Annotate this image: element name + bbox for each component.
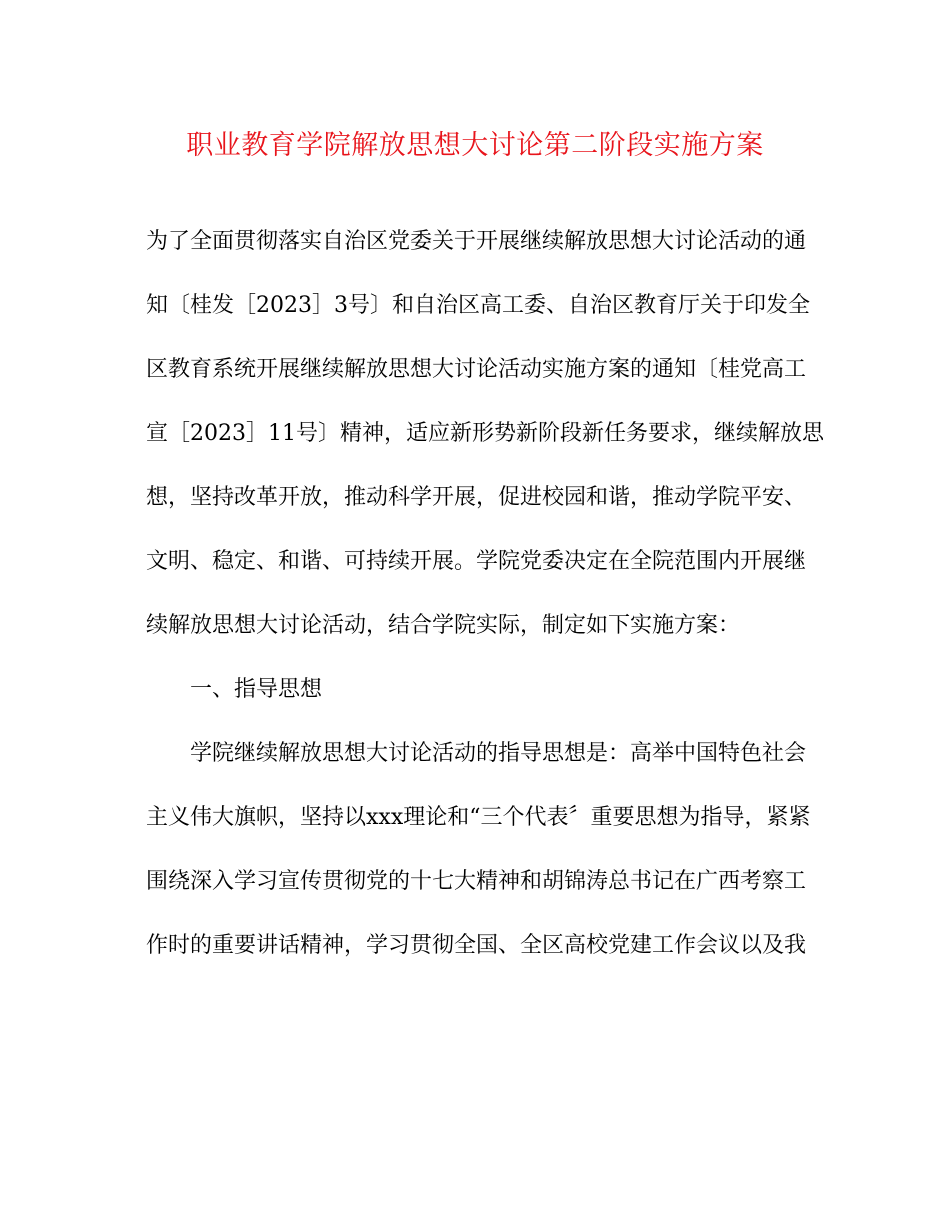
- body-line: 区教育系统开展继续解放思想大讨论活动实施方案的通知〔桂党高工: [146, 357, 807, 382]
- section-line: 作时的重要讲话精神，学习贯彻全国、全区高校党建工作会议以及我: [146, 933, 807, 958]
- section-heading: 一、指导思想: [190, 677, 323, 702]
- body-line: 为了全面贯彻落实自治区党委关于开展继续解放思想大讨论活动的通: [146, 229, 807, 254]
- body-line: 想，坚持改革开放，推动科学开展，促进校园和谐，推动学院平安、: [146, 485, 807, 510]
- body-line: 文明、稳定、和谐、可持续开展。学院党委决定在全院范围内开展继: [146, 549, 807, 574]
- section-line: 学院继续解放思想大讨论活动的指导思想是：高举中国特色社会: [190, 741, 807, 766]
- document-title: 职业教育学院解放思想大讨论第二阶段实施方案: [186, 130, 764, 161]
- body-line: 续解放思想大讨论活动，结合学院实际，制定如下实施方案：: [146, 613, 741, 638]
- body-line: 知〔桂发［2023］3号〕和自治区高工委、自治区教育厅关于印发全: [146, 293, 810, 318]
- section-line: 围绕深入学习宣传贯彻党的十七大精神和胡锦涛总书记在广西考察工: [146, 869, 807, 894]
- section-line: 主义伟大旗帜，坚持以xxx理论和“三个代表〞重要思想为指导，紧紧: [146, 805, 811, 830]
- body-line: 宣［2023］11号〕精神，适应新形势新阶段新任务要求，继续解放思: [146, 421, 824, 446]
